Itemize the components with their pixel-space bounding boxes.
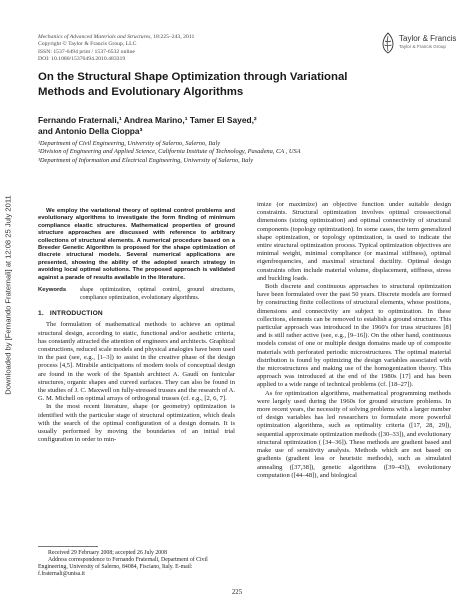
keywords-text: shape optimization, optimal control, ground structures, compliance optimization, evolutionary algorithms.	[80, 287, 235, 301]
publisher-brand: Taylor & Francis	[399, 34, 457, 43]
body-paragraph: Both discrete and continuous approaches to structural optimization have been formulated over the past 50 years. Discrete models are formed by constructing finite collections of structural elements, whose positions, dimensions and connectivity are subject to optimization. In these collections, elements can be removed to establish a ground structure. This particular approach was introduced in the 1960's for truss structures [8] and is still rather active (see, e.g., [9–16]). On the other hand, continuous models consist of one or multiple design domains made up of composite materials with perforated periodic microstructures. The optimal material distribution is found by optimizing the design variables associated with the microstructures and making use of the homogenization theory. This approach was introduced at the end of the 1980s [17] and has been applied to a wide range of technical problems (cf. [18–27]).	[257, 283, 451, 389]
affiliation: ³Department of Information and Electrical Engineering, University of Salerno, Italy	[38, 156, 254, 164]
footnote-received: Received 29 February 2008; accepted 26 July 2008	[48, 550, 167, 556]
publisher-sub: Taylor & Francis Group	[399, 44, 446, 49]
author-line: Fernando Fraternali,¹ Andrea Marino,¹ Tamer El Sayed,²	[38, 115, 257, 125]
paper-title	[38, 70, 438, 99]
journal-doi: DOI: 10.1080/15376494.2010.483319	[38, 56, 126, 63]
keywords-label: Keywords	[38, 287, 67, 294]
body-paragraph: In the most recent literature, shape (or geometry) optimization is identified with the particular stage of structural optimization, which deals with the search of the optimal configuration of a design domain. It is usually performed by moving the boundaries of an initial trial configuration in order to min-	[38, 403, 235, 444]
section-number: 1.	[38, 310, 44, 318]
author-list	[38, 115, 418, 137]
section-title: INTRODUCTION	[49, 310, 103, 318]
section-heading	[38, 310, 235, 318]
right-column	[257, 201, 451, 480]
affiliation: ²Division of Engineering and Applied Science, California Institute of Technology, Pasadena, CA , USA	[38, 148, 301, 156]
footnote-rule	[38, 546, 98, 547]
footnote-address: Address correspondence to Fernando Fraternali, Department of Civil Engineering, University of Salerno, 84084, Fisciano, Italy. E-mail: f.fraternali@unisa.it	[38, 557, 208, 577]
keywords	[38, 287, 235, 302]
body-paragraph: The formulation of mathematical methods to achieve an optimal structural design, according to static, functional and/or aesthetic criteria, has constantly attracted the attention of engineers and architects. Graphical constructions, reduced scale models and physical analogies have been used in the past (see, e.g., [1–3]) to assist in the creative phase of the design process [4,5]. Mirabile anticipations of modern tools of conceptual design are found in the work of the Spanish architect A. Gaudí on funicular structures, organic shapes and curved surfaces. They can also be found in the studies of J. C. Maxwell on fully-stressed trusses and the research of A. G. M. Michell on optimal arrays of orthogonal trusses (cf. e.g., [2, 6, 7].	[38, 321, 235, 403]
journal-issn: ISSN: 1537-6494 print / 1537-6532 online	[38, 48, 135, 55]
paper-title-line: Methods and Evolutionary Algorithms	[38, 85, 244, 98]
journal-name: Mechanics of Advanced Materials and Structures	[38, 34, 151, 40]
page-number: 225	[231, 589, 243, 596]
abstract: We employ the variational theory of optimal control problems and evolutionary algorithms to investigate the form finding of minimum compliance elastic structures. Mathematical properties of ground structure approaches are discussed with reference to arbitrary collections of structural elements. A numerical procedure based on a Breeder Genetic Algorithm is proposed for the shape optimization of discrete structural models. Several numerical applications are presented, showing the ability of the adopted search strategy in avoiding local optimal solutions. The proposed approach is validated against a parade of results available in the literature.	[38, 208, 235, 281]
author-line: and Antonio Della Cioppa³	[38, 126, 143, 136]
body-paragraph: imize (or maximize) an objective function under suitable design constraints. Structural optimization involves optimal crosssectional dimensions (sizing optimization) and optimal connectivity of structural components (topology optimization). In some cases, the term generalized shape optimization, or topology optimization, is used to indicate the entire structural optimization process. Typical optimization objectives are minimal weight, minimal compliance (or maximal stiffness), optimal eigenfrequencies, and maximal structural ductility. Optimal design constraints often include material volume, displacement, stiffness, stress and buckling loads.	[257, 201, 451, 282]
left-column	[38, 208, 235, 445]
publisher-logo	[380, 32, 470, 56]
affiliations	[38, 140, 458, 165]
journal-copyright: Copyright © Taylor & Francis Group, LLC	[38, 41, 137, 48]
journal-meta	[38, 34, 278, 64]
journal-issue: , 18:225–243, 2011	[150, 34, 195, 40]
paper-title-line: On the Structural Shape Optimization through Variational	[38, 71, 348, 83]
body-paragraph: As for optimization algorithms, mathematical programming methods were largely used during the 1960s for ground structure problems. In more recent years, the necessity of solving problems with a larger number of design variables has led researchers to formulate more powerful optimization algorithms, such as optimality criteria ([17, 28, 29]), sequential approximate optimization methods ([30–33]), and evolutionary structural optimization ( [34–36]). These methods are gradient based and make use of sensitivity analysis. Methods which are not based on gradients (gradient less or heuristic methods), such as simulated annealing ([37,38]), genetic algorithms ([39–43]), evolutionary computation ([44–48]), and biological	[257, 389, 451, 479]
download-note-text: Downloaded by [Fernando Fraternali] at 12:08 25 July 2011	[3, 195, 13, 395]
affiliation: ¹Department of Civil Engineering, University of Salerno, Salerno, Italy	[38, 140, 221, 147]
publisher-logo-icon	[380, 32, 396, 54]
footnote	[38, 546, 235, 578]
download-note	[2, 195, 14, 395]
